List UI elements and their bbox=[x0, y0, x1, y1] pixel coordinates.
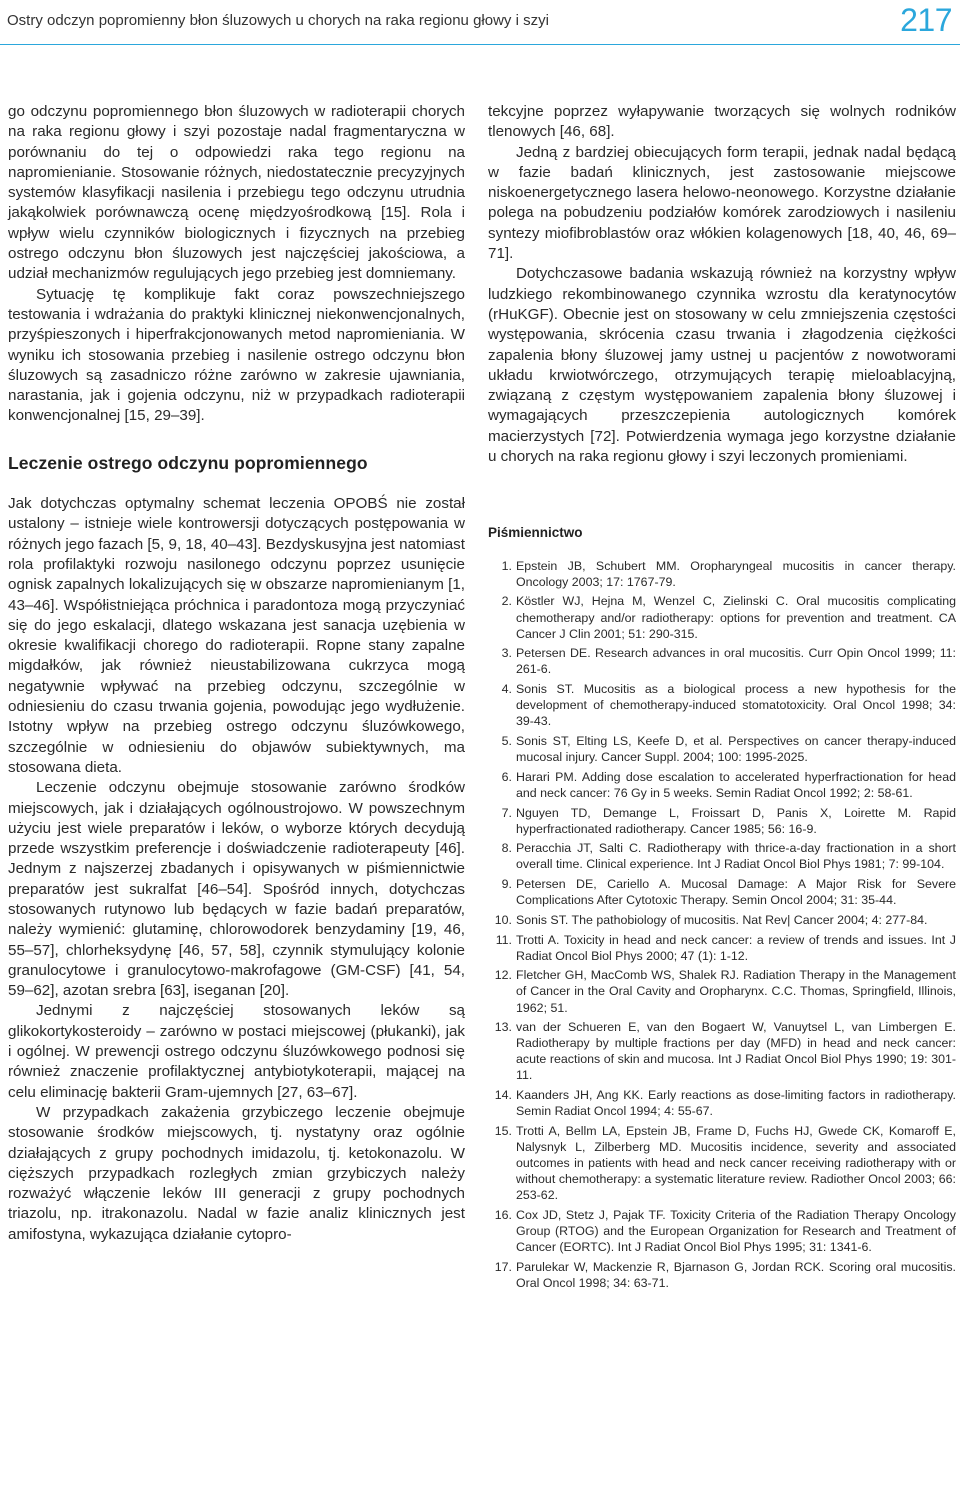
reference-number: 17. bbox=[494, 1259, 512, 1274]
references-heading: Piśmiennictwo bbox=[488, 525, 583, 541]
reference-item bbox=[488, 912, 956, 928]
reference-item bbox=[488, 967, 956, 1015]
paragraph: tekcyjne poprzez wyłapywanie tworzących się wolnych rodników tlenowych [46, 68]. bbox=[488, 103, 956, 141]
reference-item bbox=[488, 932, 956, 964]
reference-number: 6. bbox=[501, 769, 512, 784]
references-list bbox=[488, 558, 956, 1291]
reference-item bbox=[488, 769, 956, 801]
reference-text: Köstler WJ, Hejna M, Wenzel C, Zielinski C. Oral mucositis complicating chemotherapy and/or radiotherapy: options for prevention and treatment. CA Cancer J Clin 2001; 51: 290-315. bbox=[516, 594, 956, 641]
reference-text: Fletcher GH, MacComb WS, Shalek RJ. Radiation Therapy in the Management of Cancer in the Oral Cavity and Oropharynx. C.C. Thomas, Springfield, Illinois, 1962; 51. bbox=[516, 968, 956, 1015]
reference-number: 11. bbox=[495, 932, 512, 947]
reference-item bbox=[488, 1087, 956, 1119]
paragraph: Leczenie odczynu obejmuje stosowanie zarówno środków miejscowych, jak i działających ogólnoustrojowo. W powszechnym użyciu jest wiele preparatów i leków, o wyborze których decydują przede wszystkim preferencje i doświadczenie radioterapeuty [46]. Jednym z najszerzej zbadanych i opisywanych w piśmiennictwie preparatów jest sukralfat [46–54]. Spośród innych, dotychczas stosowanych rutynowo lub będących w fazie badań preparatów, należy wymienić: glutaminę, chlorowodorek benzydaminy [19, 46, 55–57], chlorheksydynę [46, 57, 58], czynnik stymulujący kolonie granulocytowe i granulocytowo-makrofagowe (GM-CSF) [41, 54, 59–62], azotan srebra [63], iseganan [20]. bbox=[8, 779, 465, 1000]
reference-text: Parulekar W, Mackenzie R, Bjarnason G, Jordan RCK. Scoring oral mucositis. Oral Oncol 1998; 34: 63-71. bbox=[516, 1259, 956, 1290]
reference-number: 4. bbox=[501, 682, 512, 697]
reference-number: 10. bbox=[494, 912, 512, 927]
reference-text: Harari PM. Adding dose escalation to accelerated hyperfractionation for head and neck cancer: 76 Gy in 5 weeks. Semin Radiat Oncol 1992; 2: 58-61. bbox=[516, 769, 956, 800]
paragraph: go odczynu popromiennego błon śluzowych w radioterapii chorych na raka regionu głowy i szyi pozostaje nadal fragmentaryczna w porównaniu do tej o odpowiedzi raka tego regionu na napromienianie. Stosowanie różnych, niedostatecznie precyzyjnych systemów klasyfikacji nasilenia i przebiegu tego odczynu utrudnia jakąkolwiek porównawczą ocenę międzyośrodkową [15]. Rola i wpływ wielu czynników biologicznych i fizycznych na przebieg ostrego odczynu błon śluzowych jest najczęściej jakościowa, a udział mechanizmów regulujących jego przebieg jest domniemany. bbox=[8, 103, 465, 283]
reference-item bbox=[488, 876, 956, 908]
reference-item bbox=[488, 733, 956, 765]
page-header bbox=[0, 0, 960, 45]
reference-text: Trotti A, Bellm LA, Epstein JB, Frame D, Fuchs HJ, Gwede CK, Komaroff E, Nalysnyk L, Zilberberg MD. Mucositis incidence, severity and associated outcomes in patients with head and neck cancer receiving radiotherapy with or without chemotherapy: a systematic literature review. Radiother Oncol 2003; 66: 253-62. bbox=[516, 1123, 956, 1203]
paragraph: Sytuację tę komplikuje fakt coraz powszechniejszego testowania i wdrażania do praktyki klinicznej niekonwencjonalnych, przyśpieszonych i hiperfrakcjonowanych metod napromieniania. W wyniku ich stosowania przebieg i nasilenie ostrego odczynu błon śluzowych są zasadniczo różne zarówno w zakresie ujawniania, narastania, jak i gojenia odczynu, niż w przypadkach radioterapii konwencjonalnej [15, 29–39]. bbox=[8, 285, 465, 425]
reference-item bbox=[488, 805, 956, 837]
reference-text: Petersen DE, Cariello A. Mucosal Damage: A Major Risk for Severe Complications After Cytotoxic Therapy. Semin Oncol 2004; 31: 35-44. bbox=[516, 877, 956, 908]
reference-number: 3. bbox=[501, 646, 512, 661]
running-title: Ostry odczyn popromienny błon śluzowych u chorych na raka regionu głowy i szyi bbox=[7, 12, 549, 29]
reference-text: Petersen DE. Research advances in oral mucositis. Curr Opin Oncol 1999; 11: 261-6. bbox=[516, 646, 956, 677]
reference-text: Kaanders JH, Ang KK. Early reactions as dose-limiting factors in radiotherapy. Semin Radiat Oncol 1994; 4: 55-67. bbox=[516, 1088, 956, 1119]
page-number: 217 bbox=[900, 2, 952, 38]
reference-item bbox=[488, 593, 956, 641]
reference-text: Trotti A. Toxicity in head and neck cancer: a review of trends and issues. Int J Radiat Oncol Biol Phys 2000; 47 (1): 1-12. bbox=[516, 932, 956, 963]
reference-text: Nguyen TD, Demange L, Froissart D, Panis X, Loirette M. Rapid hyperfractionated radiotherapy. Cancer 1985; 56: 16-9. bbox=[516, 805, 956, 836]
paragraph: Dotychczasowe badania wskazują również na korzystny wpływ ludzkiego rekombinowanego czynnika wzrostu dla keratynocytów (rHuKGF). Obecnie jest on stosowany w celu zmniejszenia częstości występowania, skrócenia czasu trwania i złagodzenia ciężkości zapalenia błony śluzowej jamy ustnej u pacjentów z nowotworami układu krwiotwórczego, otrzymujących terapię mieloablacyjną, związaną z częstym występowaniem zapalenia błony śluzowej i wymagających przeszczepienia autologicznych komórek macierzystych [72]. Potwierdzenia wymaga jego korzystne działanie u chorych na raka regionu głowy i szyi leczonych promieniami. bbox=[488, 265, 956, 466]
paragraph: W przypadkach zakażenia grzybiczego leczenie obejmuje stosowanie środków miejscowych, tj. nystatyny oraz ogólnie działających z grupy pochodnych imidazolu, tj. ketokonazolu. W cięższych przypadkach rozległych zmian grzybiczych należy rozważyć włączenie leków III generacji z grupy pochodnych triazolu, np. itrakonazolu. Nadal w fazie analiz klinicznych jest amifostyna, wykazująca działanie cytopro- bbox=[8, 1103, 465, 1243]
paragraph: Jak dotychczas optymalny schemat leczenia OPOBŚ nie został ustalony – istnieje wiele kontrowersji dotyczących postępowania w różnych jego fazach [5, 9, 18, 40–43]. Bezdyskusyjna jest natomiast rola profilaktyki rozwoju nasilonego odczynu poprzez usunięcie ognisk zapalnych lokalizujących się w obszarze napromienianym [1, 43–46]. Współistniejąca próchnica i paradontoza mogą przyczyniać się do jego eskalacji, dlatego wskazana jest sanacja uzębienia w okresie kwalifikacji chorego do radioterapii. Ropne stany zapalne migdałków, jak również nieustabilizowana cukrzyca mogą negatywnie wpływać na przebieg odczynu, szczególnie w odniesieniu do czasu trwania gojenia, powodując jego wydłużenie. Istotny wpływ na przebieg ostrego odczynu śluzówkowego, szczególnie w odniesieniu do objawów subiektywnych, ma stosowana dieta. bbox=[8, 495, 465, 776]
reference-item bbox=[488, 1259, 956, 1291]
paragraph: Jednymi z najczęściej stosowanych leków są glikokortykosteroidy – zarówno w postaci miejscowej (płukanki), jak i ogólnej. W prewencji ostrego odczynu śluzówkowego podnosi się również znaczenie profilaktycznej antybiotykoterapii, mającej na celu eliminację bakterii Gram-ujemnych [27, 63–67]. bbox=[8, 1002, 465, 1101]
reference-number: 12. bbox=[494, 968, 512, 983]
reference-text: van der Schueren E, van den Bogaert W, Vanuytsel L, van Limbergen E. Radiotherapy by multiple fractions per day (MFD) in head and neck cancer: acute reactions of skin and mucosa. Int J Radiat Oncol Biol Phys 1990; 19: 301-11. bbox=[516, 1020, 956, 1083]
reference-text: Sonis ST, Elting LS, Keefe D, et al. Perspectives on cancer therapy-induced mucosal injury. Cancer Suppl. 2004; 100: 1995-2025. bbox=[516, 733, 956, 765]
reference-number: 1. bbox=[501, 558, 512, 573]
reference-item bbox=[488, 1019, 956, 1083]
reference-number: 8. bbox=[501, 841, 512, 856]
reference-text: Epstein JB, Schubert MM. Oropharyngeal mucositis in cancer therapy. Oncology 2003; 17: 1767-79. bbox=[516, 558, 956, 589]
reference-text: Peracchia JT, Salti C. Radiotherapy with thrice-a-day fractionation in a short overall time. Clinical experience. Int J Radiat Oncol Biol Phys 1981; 7: 99-104. bbox=[516, 841, 956, 872]
reference-text: Sonis ST. The pathobiology of mucositis. Nat Rev| Cancer 2004; 4: 277-84. bbox=[516, 912, 928, 927]
right-column bbox=[488, 102, 956, 1295]
reference-number: 2. bbox=[501, 594, 512, 609]
reference-number: 7. bbox=[501, 805, 512, 820]
reference-item bbox=[488, 558, 956, 590]
reference-number: 5. bbox=[501, 733, 512, 748]
reference-number: 15. bbox=[494, 1123, 512, 1138]
reference-number: 13. bbox=[494, 1020, 512, 1035]
reference-number: 14. bbox=[494, 1088, 512, 1103]
section-heading: Leczenie ostrego odczynu popromiennego bbox=[8, 452, 368, 473]
reference-number: 9. bbox=[501, 877, 512, 892]
reference-text: Sonis ST. Mucositis as a biological process a new hypothesis for the development of chemotherapy-induced stomatotoxicity. Oral Oncol 1998; 34: 39-43. bbox=[516, 682, 956, 729]
reference-item bbox=[488, 840, 956, 872]
reference-item bbox=[488, 681, 956, 729]
paragraph: Jedną z bardziej obiecujących form terapii, jednak nadal będącą w fazie badań klinicznych, jest zastosowanie miejscowe niskoenergetycznego lasera helowo-neonowego. Korzystne działanie polega na pobudzeniu podziałów komórek zarodziowych i nasileniu syntezy miofibroblastów oraz włókien kolagenowych [18, 40, 46, 69–71]. bbox=[488, 143, 956, 263]
reference-text: Cox JD, Stetz J, Pajak TF. Toxicity Criteria of the Radiation Therapy Oncology Group (RTOG) and the European Organization for Research and Treatment of Cancer (EORTC). Int J Radiat Oncol Biol Phys 1995; 31: 1341-6. bbox=[516, 1208, 956, 1255]
reference-item bbox=[488, 645, 956, 677]
reference-item bbox=[488, 1123, 956, 1203]
reference-item bbox=[488, 1207, 956, 1255]
left-column bbox=[8, 102, 465, 1245]
reference-number: 16. bbox=[494, 1208, 512, 1223]
